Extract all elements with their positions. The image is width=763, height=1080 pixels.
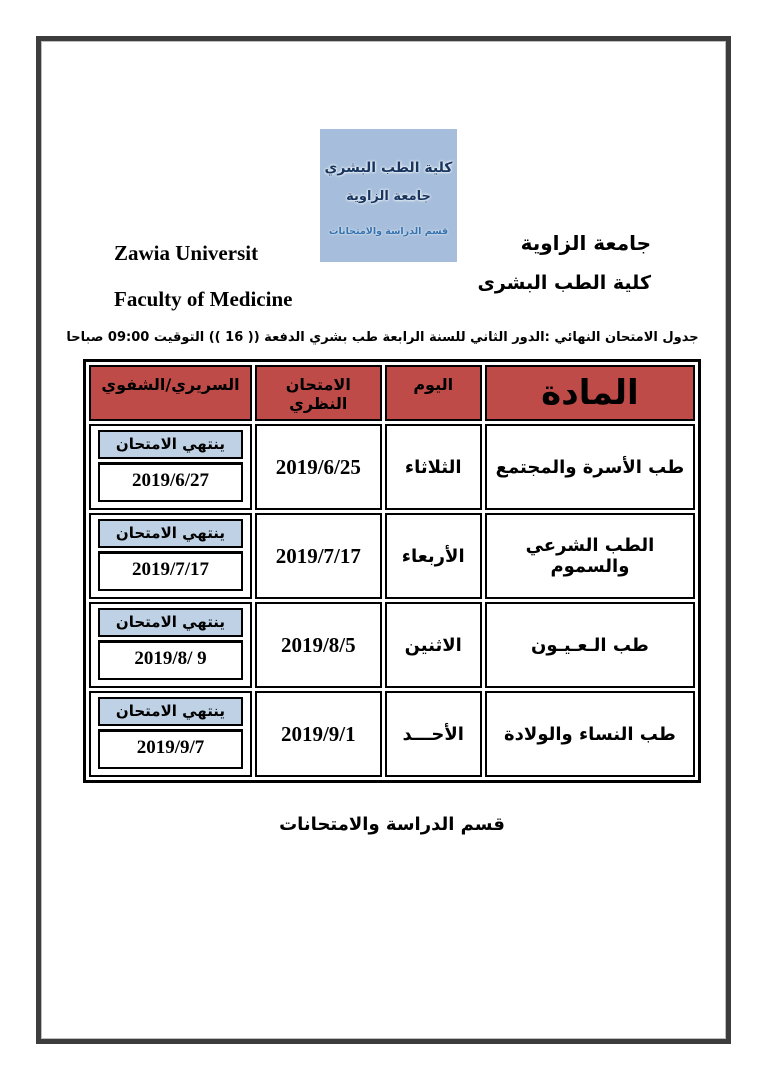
- table-row: [89, 513, 695, 599]
- header-subject: المادة: [485, 365, 695, 421]
- faculty-name-ar: كلية الطب البشرى: [477, 272, 651, 294]
- header-theory-exam: الامتحان النظري: [255, 365, 382, 421]
- header-arabic: [477, 231, 651, 294]
- logo-university-name: جامعة الزاوية: [346, 189, 431, 204]
- clinical-end-date: 2019/7/17: [98, 551, 243, 591]
- faculty-logo: [320, 129, 457, 262]
- clinical-end-date: 2019/8/ 9: [98, 640, 243, 680]
- header-english: [114, 241, 292, 312]
- theory-date-cell: 2019/6/25: [255, 424, 382, 510]
- exam-ends-note: ينتهي الامتحان: [98, 519, 243, 548]
- header-clinical-oral: السريري/الشفوي: [89, 365, 252, 421]
- exam-ends-note: ينتهي الامتحان: [98, 697, 243, 726]
- theory-date-cell: 2019/7/17: [255, 513, 382, 599]
- table-row: [89, 602, 695, 688]
- exam-ends-note: ينتهي الامتحان: [98, 608, 243, 637]
- day-cell: الأحـــد: [385, 691, 482, 777]
- clinical-end-date: 2019/9/7: [98, 729, 243, 769]
- clinical-oral-cell: [89, 424, 252, 510]
- logo-faculty-name: كلية الطب البشري: [324, 160, 453, 176]
- footer-department: قسم الدراسة والامتحانات: [279, 814, 505, 835]
- table-row: [89, 691, 695, 777]
- day-cell: الأربعاء: [385, 513, 482, 599]
- subject-cell: طب الـعـيـون: [485, 602, 695, 688]
- subject-cell: طب الأسرة والمجتمع: [485, 424, 695, 510]
- exam-ends-note: ينتهي الامتحان: [98, 430, 243, 459]
- faculty-name-en: Faculty of Medicine: [114, 287, 293, 311]
- theory-date-cell: 2019/8/5: [255, 602, 382, 688]
- table-header-row: [89, 365, 695, 421]
- logo-department-name: قسم الدراسة والامتحانات: [328, 226, 449, 237]
- table-row: [89, 424, 695, 510]
- schedule-title: جدول الامتحان النهائي :الدور الثاني للسنة الرابعة طب بشري الدفعة (( 16 )) التوقيت 09:00 صباحا: [66, 330, 699, 345]
- day-cell: الثلاثاء: [385, 424, 482, 510]
- university-name-ar: جامعة الزاوية: [520, 231, 651, 255]
- exam-table-body: [89, 424, 695, 777]
- theory-date-cell: 2019/9/1: [255, 691, 382, 777]
- subject-cell: الطب الشرعي والسموم: [485, 513, 695, 599]
- clinical-end-date: 2019/6/27: [98, 462, 243, 502]
- exam-schedule-table: [83, 359, 701, 783]
- day-cell: الاثنين: [385, 602, 482, 688]
- subject-cell: طب النساء والولادة: [485, 691, 695, 777]
- clinical-oral-cell: [89, 602, 252, 688]
- header-day: اليوم: [385, 365, 482, 421]
- clinical-oral-cell: [89, 691, 252, 777]
- clinical-oral-cell: [89, 513, 252, 599]
- university-name-en: Zawia Universit: [114, 241, 259, 265]
